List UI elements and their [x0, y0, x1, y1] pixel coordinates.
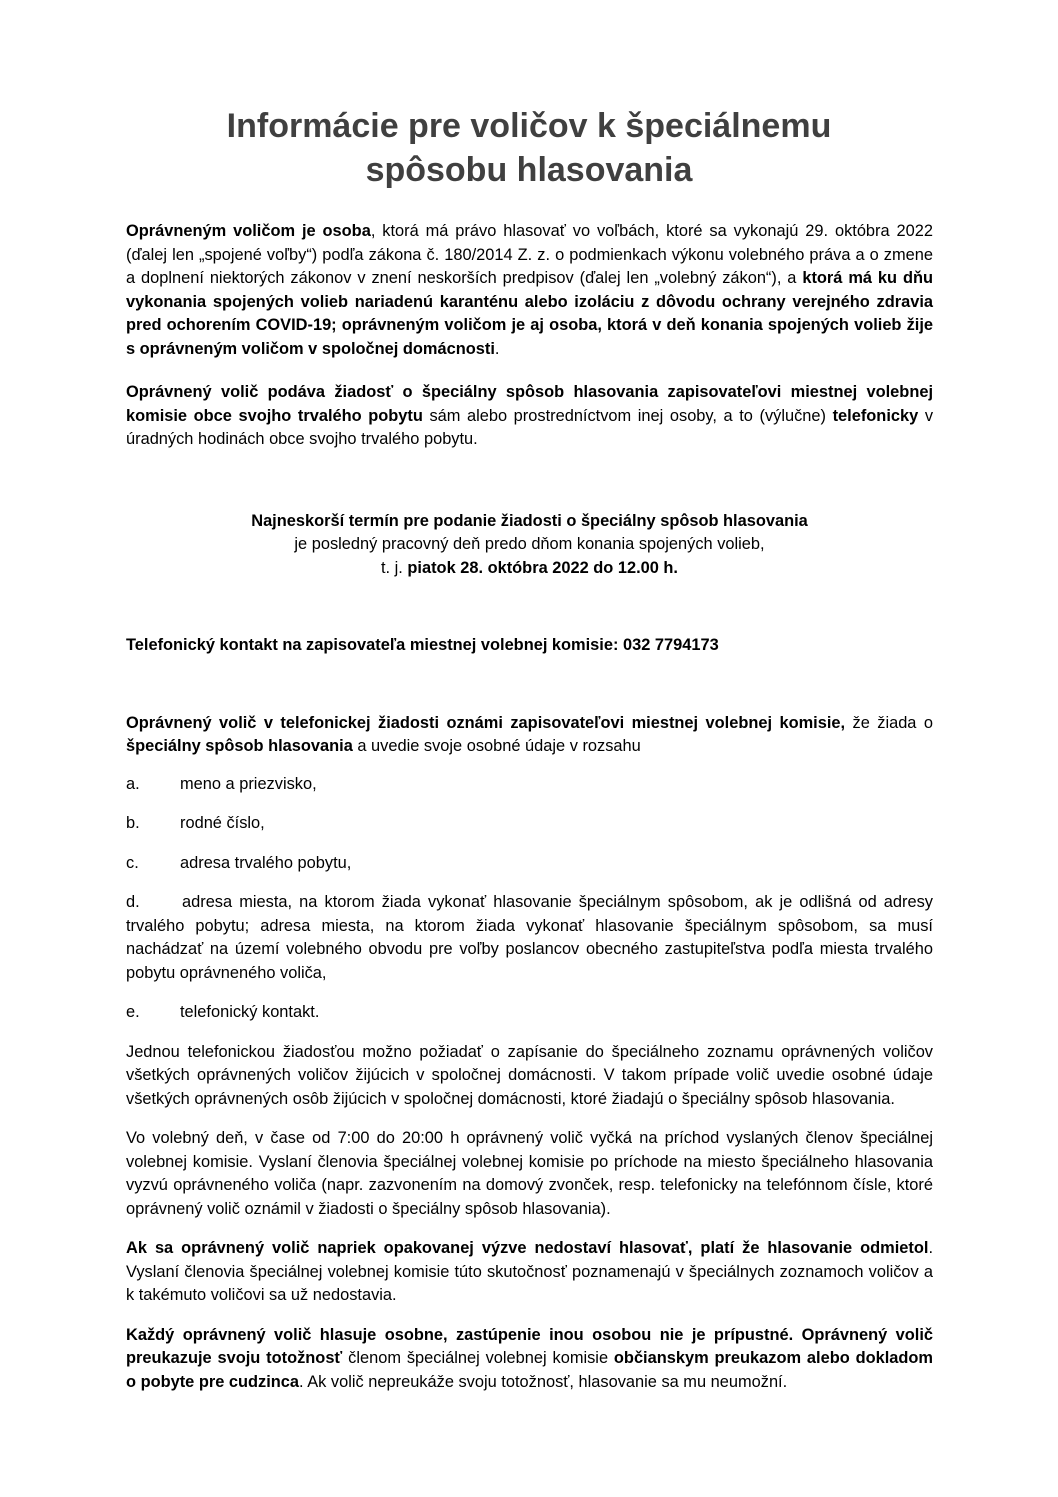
page-title [0, 104, 1058, 192]
list-item [126, 812, 933, 836]
paragraph-refusal [126, 1237, 933, 1308]
bold-text: ktorá má ku dňu vykonania spojených volieb nariadenú karanténu alebo izoláciu z dôvodu ochrany verejného zdravia pred ochorením COVID-19; oprávneným voličom je aj osoba, ktorá v deň konania spojených volieb žije s oprávneným voličom v spoločnej domácnosti [126, 269, 933, 358]
body-text: a uvedie svoje osobné údaje v rozsahu [352, 737, 641, 755]
body-text: . [494, 339, 500, 358]
body-text: . Ak volič nepreukáže svoju totožnosť, hlasovanie sa mu neumožní. [299, 1372, 788, 1391]
body-text: t. j. [381, 558, 408, 577]
bold-text: Oprávnený volič v telefonickej žiadosti oznámi zapisovateľovi miestnej volebnej komisie, [126, 713, 846, 732]
list-text: adresa miesta, na ktorom žiada vykonať hlasovanie špeciálnym spôsobom, ak je odlišná od adresy trvalého pobytu; adresa miesta, na ktorom žiada vykonať hlasovanie špeciálnym spôsobom, sa musí nachádzať na území volebného obvodu pre voľby poslancov obecného zastupiteľstva podľa miesta trvalého pobytu oprávneného voliča, [126, 893, 933, 982]
bold-text: telefonicky [832, 406, 919, 425]
title-line-2: spôsobu hlasovania [365, 151, 693, 189]
document-body [126, 220, 933, 1410]
body-text: . Vyslaní členovia špeciálnej volebnej komisie túto skutočnosť poznamenajú v špeciálnych zoznamoch voličov a k takémuto voličovi sa už nedostavia. [126, 1239, 933, 1304]
bold-text: špeciálny spôsob hlasovania [126, 737, 353, 755]
bold-text: Najneskorší termín pre podanie žiadosti o špeciálny spôsob hlasovania [251, 511, 808, 530]
list-text: telefonický kontakt. [180, 1003, 320, 1021]
list-marker: a. [126, 774, 140, 793]
list-item [126, 1001, 933, 1025]
list-text: rodné číslo, [180, 814, 265, 832]
paragraph-household: Jednou telefonickou žiadosťou možno požiadať o zapísanie do špeciálneho zoznamu oprávnených voličov všetkých oprávnených voličov žijúcich v spoločnej domácnosti. V takom prípade volič uvedie osobné údaje všetkých oprávnených osôb žijúcich v spoločnej domácnosti, ktoré žiadajú o špeciálny spôsob hlasovania. [126, 1042, 933, 1108]
paragraph-request [126, 712, 933, 759]
list-marker: b. [126, 814, 140, 832]
bold-text: občianskym preukazom alebo dokladom o pobyte pre cudzinca [126, 1349, 933, 1391]
bold-text: Oprávnený volič podáva žiadosť o špeciálny spôsob hlasovania zapisovateľovi miestnej volebnej komisie obce svojho trvalého pobytu [126, 383, 933, 425]
paragraph-eligible-voter [126, 220, 933, 361]
list-text: adresa trvalého pobytu, [180, 853, 352, 872]
list-item [126, 852, 933, 876]
bold-text: Oprávneným voličom je osoba [126, 222, 371, 240]
list-text: meno a priezvisko, [180, 774, 317, 793]
phone-contact [126, 634, 933, 658]
bold-text: Každý oprávnený volič hlasuje osobne, zastúpenie inou osobou nie je prípustné. Oprávnený volič preukazuje svoju totožnosť [126, 1325, 933, 1367]
body-text: v úradných hodinách obce svojho trvalého pobytu. [126, 406, 934, 448]
list-marker: e. [126, 1003, 140, 1021]
paragraph-election-day: Vo volebný deň, v čase od 7:00 do 20:00 h oprávnený volič vyčká na príchod vyslaných členov špeciálnej volebnej komisie. Vyslaní členovia špeciálnej volebnej komisie po príchode na miesto špeciálneho hlasovania vyzvú oprávneného voliča (napr. zazvonením na domový zvonček, resp. telefonicky na telefónnom čísle, ktoré oprávnený volič oznámil v žiadosti o špeciálny spôsob hlasovania). [126, 1129, 933, 1218]
list-marker: d. [126, 893, 140, 911]
body-text: , ktorá má právo hlasovať vo voľbách, ktoré sa vykonajú 29. októbra 2022 (ďalej len „spojené voľby“) podľa zákona č. 180/2014 Z. z. o podmienkach výkonu volebného práva a o zmene a doplnení niektorých zákonov v znení neskorších predpisov (ďalej len „volebný zákon“), a [126, 222, 933, 287]
list-marker: c. [126, 853, 139, 872]
deadline-line-1: je posledný pracovný deň predo dňom konania spojených volieb, [294, 535, 765, 553]
deadline-heading [126, 510, 933, 534]
phone-contact-text: Telefonický kontakt na zapisovateľa miestnej volebnej komisie: 032 7794173 [126, 636, 719, 654]
bold-text: Ak sa oprávnený volič napriek opakovanej výzve nedostaví hlasovať, platí že hlasovanie odmietol [126, 1239, 929, 1257]
deadline-date: piatok 28. októbra 2022 do 12.00 h. [407, 558, 678, 577]
deadline-line-2 [126, 557, 933, 581]
body-text: sám alebo prostredníctvom inej osoby, a to (výlučne) [422, 406, 833, 425]
list-item [126, 773, 933, 797]
paragraph-application [126, 381, 933, 452]
title-line-1: Informácie pre voličov k špeciálnemu [226, 107, 832, 145]
body-text: že žiada o [845, 713, 933, 732]
list-item [126, 891, 933, 985]
body-text: členom špeciálnej volebnej komisie [342, 1349, 614, 1367]
paragraph-identity [126, 1324, 933, 1395]
